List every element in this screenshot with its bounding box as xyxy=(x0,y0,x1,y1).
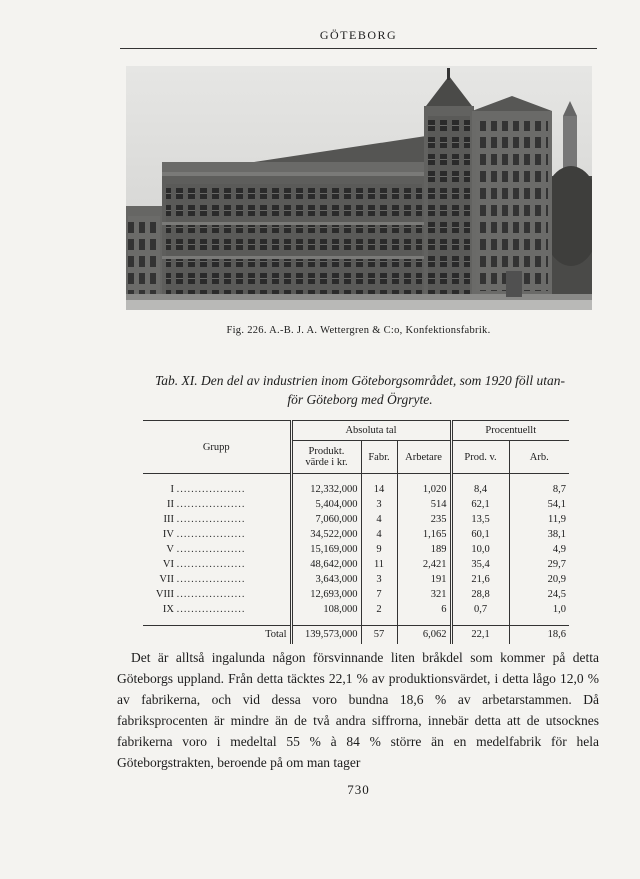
group-cell xyxy=(143,512,291,527)
leader-dots: ................... xyxy=(176,484,246,495)
production-value-cell: 108,000 xyxy=(291,602,361,617)
factories-cell: 9 xyxy=(361,542,397,557)
percent-workers-cell: 38,1 xyxy=(509,527,569,542)
percent-production-cell: 62,1 xyxy=(451,497,509,512)
workers-cell: 1,020 xyxy=(397,482,451,497)
percent-production-cell: 60,1 xyxy=(451,527,509,542)
absolute-values-header: Absoluta tal xyxy=(291,421,451,441)
leader-dots: ................... xyxy=(176,574,246,585)
group-numeral: IV xyxy=(162,529,174,540)
workers-cell: 235 xyxy=(397,512,451,527)
group-cell xyxy=(143,557,291,572)
percent-production-cell: 35,4 xyxy=(451,557,509,572)
total-percent-workers: 18,6 xyxy=(509,626,569,645)
total-factories: 57 xyxy=(361,626,397,645)
percent-workers-cell: 11,9 xyxy=(509,512,569,527)
percent-production-cell: 0,7 xyxy=(451,602,509,617)
percent-workers-cell: 1,0 xyxy=(509,602,569,617)
group-cell xyxy=(143,482,291,497)
group-numeral: II xyxy=(167,499,174,510)
factory-photograph xyxy=(126,66,592,310)
table-row xyxy=(143,527,569,542)
group-numeral: III xyxy=(163,514,174,525)
group-cell xyxy=(143,527,291,542)
workers-cell: 321 xyxy=(397,587,451,602)
production-value-header xyxy=(291,441,361,474)
table-body xyxy=(143,474,569,645)
body-paragraph-text: Det är alltså ingalunda någon försvinnande liten bråkdel som kommer på detta Göteborgs uppland. Från detta täcktes 22,1 % av produktionsvärdet, i detta lågo 12,0 % av fabrikerna, och vid dessa voro bundna 18,6 % av arbetarstammen. Då fabriksprocenten är mindre än de två andra siffrorna, innebär detta att de utsocknes fabrikerna voro i medeltal 55 % à 84 % större än en medelfabrik för hela Göteborgstrakten, beroende på om man tager xyxy=(117,650,599,770)
leader-dots: ................... xyxy=(176,544,246,555)
leader-dots: ................... xyxy=(176,514,246,525)
leader-dots: ................... xyxy=(176,529,246,540)
total-label: Total xyxy=(143,626,291,645)
group-numeral: I xyxy=(170,484,174,495)
production-value-cell: 5,404,000 xyxy=(291,497,361,512)
figure-caption: Fig. 226. A.-B. J. A. Wettergren & C:o, Konfektionsfabrik. xyxy=(226,325,491,336)
workers-cell: 6 xyxy=(397,602,451,617)
table-row xyxy=(143,602,569,617)
production-value-cell: 48,642,000 xyxy=(291,557,361,572)
group-numeral: VII xyxy=(159,574,174,585)
percent-workers-cell: 20,9 xyxy=(509,572,569,587)
production-value-header-line-1: Produkt. xyxy=(308,446,345,457)
table-row xyxy=(143,542,569,557)
total-row xyxy=(143,626,569,645)
factories-cell: 11 xyxy=(361,557,397,572)
statistics-table xyxy=(143,420,569,644)
total-workers: 6,062 xyxy=(397,626,451,645)
group-cell xyxy=(143,587,291,602)
percent-workers-header: Arb. xyxy=(509,441,569,474)
leader-dots: ................... xyxy=(176,499,246,510)
factories-cell: 4 xyxy=(361,512,397,527)
table-row xyxy=(143,587,569,602)
factories-cell: 4 xyxy=(361,527,397,542)
percent-production-header: Prod. v. xyxy=(451,441,509,474)
factories-cell: 7 xyxy=(361,587,397,602)
percent-production-cell: 8,4 xyxy=(451,482,509,497)
percent-production-cell: 21,6 xyxy=(451,572,509,587)
leader-dots: ................... xyxy=(176,589,246,600)
percent-workers-cell: 29,7 xyxy=(509,557,569,572)
percent-workers-cell: 8,7 xyxy=(509,482,569,497)
percent-production-cell: 10,0 xyxy=(451,542,509,557)
workers-header: Arbetare xyxy=(397,441,451,474)
table-title xyxy=(110,371,610,409)
leader-dots: ................... xyxy=(176,559,246,570)
workers-cell: 1,165 xyxy=(397,527,451,542)
factories-cell: 3 xyxy=(361,572,397,587)
group-cell xyxy=(143,602,291,617)
table-title-line-1: Tab. XI. Den del av industrien inom Göteborgsområdet, som 1920 föll utan- xyxy=(155,373,565,388)
table-row xyxy=(143,572,569,587)
factories-cell: 3 xyxy=(361,497,397,512)
percent-workers-cell: 24,5 xyxy=(509,587,569,602)
workers-cell: 191 xyxy=(397,572,451,587)
group-cell xyxy=(143,542,291,557)
body-paragraph xyxy=(117,647,599,773)
total-production-value: 139,573,000 xyxy=(291,626,361,645)
production-value-cell: 15,169,000 xyxy=(291,542,361,557)
table-row xyxy=(143,512,569,527)
leader-dots: ................... xyxy=(176,604,246,615)
production-value-cell: 12,693,000 xyxy=(291,587,361,602)
group-column-header: Grupp xyxy=(143,421,291,474)
workers-cell: 189 xyxy=(397,542,451,557)
running-header: GÖTEBORG xyxy=(319,28,398,42)
table-row xyxy=(143,557,569,572)
group-numeral: VI xyxy=(162,559,174,570)
total-percent-production: 22,1 xyxy=(451,626,509,645)
group-cell xyxy=(143,497,291,512)
production-value-cell: 7,060,000 xyxy=(291,512,361,527)
percent-production-cell: 13,5 xyxy=(451,512,509,527)
group-numeral: VIII xyxy=(155,589,174,600)
workers-cell: 2,421 xyxy=(397,557,451,572)
production-value-cell: 34,522,000 xyxy=(291,527,361,542)
production-value-cell: 12,332,000 xyxy=(291,482,361,497)
table-row xyxy=(143,497,569,512)
group-numeral: IX xyxy=(162,604,174,615)
percent-workers-cell: 4,9 xyxy=(509,542,569,557)
percent-workers-cell: 54,1 xyxy=(509,497,569,512)
factories-cell: 14 xyxy=(361,482,397,497)
page-number: 730 xyxy=(347,782,370,797)
table-row xyxy=(143,482,569,497)
factories-cell: 2 xyxy=(361,602,397,617)
table-title-line-2: för Göteborg med Örgryte. xyxy=(287,392,433,407)
factories-header: Fabr. xyxy=(361,441,397,474)
production-value-cell: 3,643,000 xyxy=(291,572,361,587)
percent-header: Procentuellt xyxy=(451,421,569,441)
group-numeral: V xyxy=(166,544,174,555)
workers-cell: 514 xyxy=(397,497,451,512)
header-rule xyxy=(120,48,597,49)
percent-production-cell: 28,8 xyxy=(451,587,509,602)
group-cell xyxy=(143,572,291,587)
production-value-header-line-2: värde i kr. xyxy=(305,457,348,468)
